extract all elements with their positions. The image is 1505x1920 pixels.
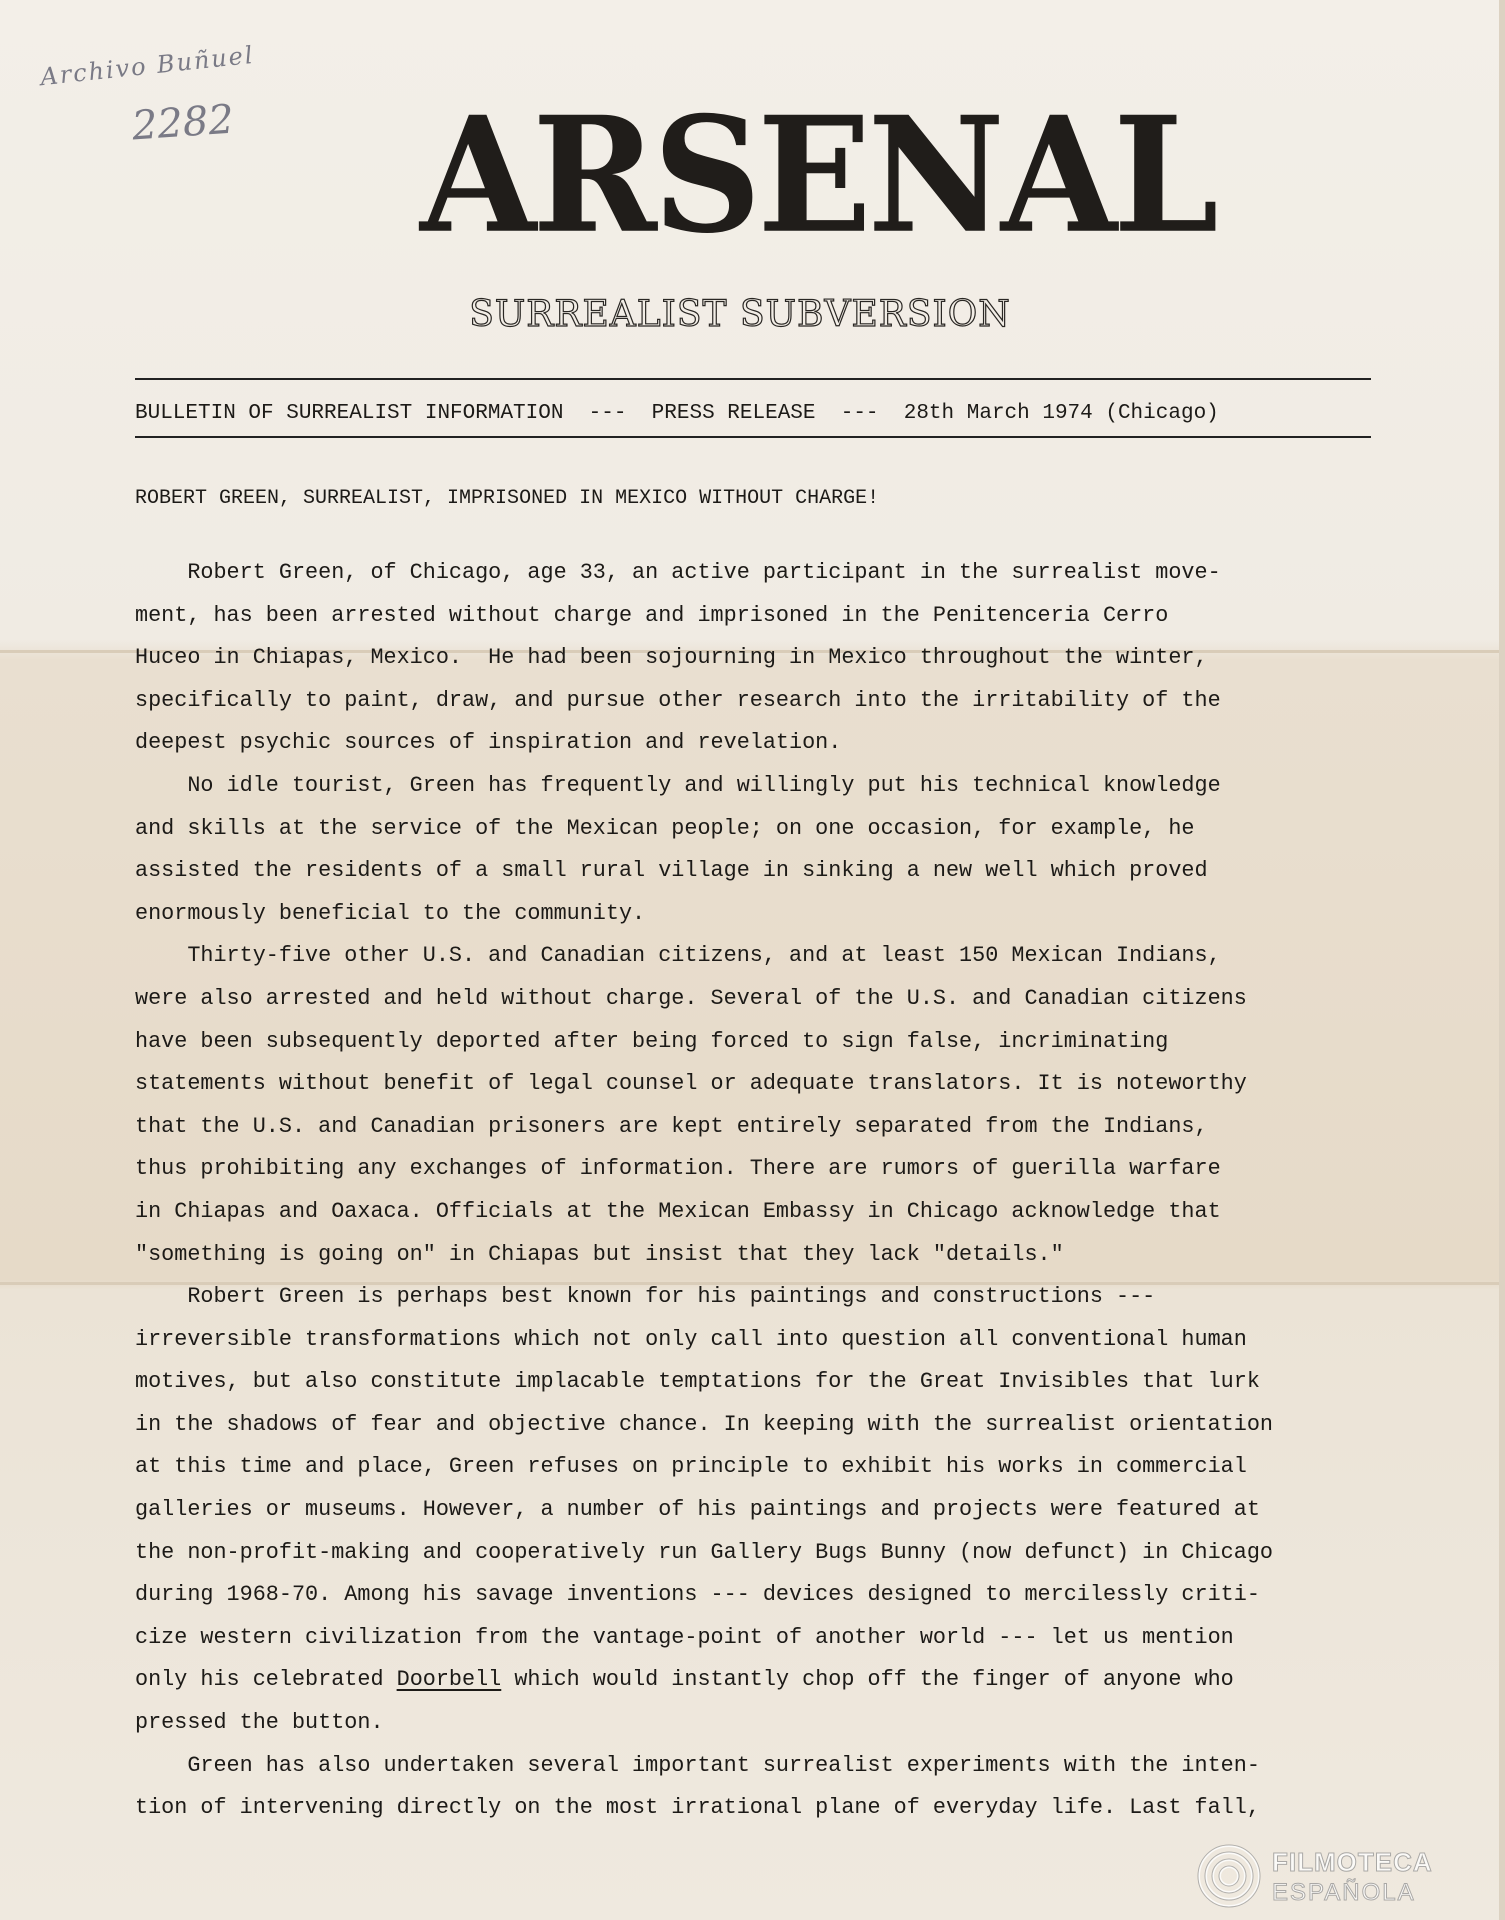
body-line: No idle tourist, Green has frequently and willingly put his technical knowledge (135, 772, 1221, 798)
body-line: cize western civilization from the vantage-point of another world --- let us mention (135, 1624, 1234, 1650)
masthead-title: ARSENAL (420, 82, 1215, 269)
body-line: thus prohibiting any exchanges of information. There are rumors of guerilla warfare (135, 1156, 1221, 1182)
handwritten-number: 2282 (130, 96, 236, 150)
body-line: Green has also undertaken several important surrealist experiments with the inten- (135, 1752, 1260, 1778)
body-line: Thirty-five other U.S. and Canadian citizens, and at least 150 Mexican Indians, (135, 943, 1221, 969)
doorbell-prefix: only his celebrated (135, 1667, 397, 1693)
watermark-line1: FILMOTECA (1272, 1847, 1433, 1877)
body-line: in Chiapas and Oaxaca. Officials at the Mexican Embassy in Chicago acknowledge that (135, 1198, 1221, 1224)
body-line: at this time and place, Green refuses on principle to exhibit his works in commercial (135, 1454, 1247, 1480)
body-line: irreversible transformations which not only call into question all conventional human (135, 1326, 1247, 1352)
body-line: Robert Green is perhaps best known for his paintings and constructions --- (135, 1284, 1156, 1310)
body-line: the non-profit-making and cooperatively run Gallery Bugs Bunny (now defunct) in Chicago (135, 1539, 1273, 1565)
body-line: Robert Green, of Chicago, age 33, an active participant in the surrealist move- (135, 560, 1221, 585)
handwritten-annotation (39, 40, 340, 150)
top-divider (135, 378, 1371, 380)
bottom-divider (135, 436, 1371, 438)
masthead-subtitle: SURREALIST SUBVERSION (469, 294, 1011, 335)
body-line: enormously beneficial to the community. (135, 900, 646, 926)
spiral-logo-icon (1196, 1843, 1262, 1909)
body-line: deepest psychic sources of inspiration and revelation. (135, 730, 842, 756)
body-line: "something is going on" in Chiapas but insist that they lack "details." (135, 1241, 1064, 1267)
body-line: have been subsequently deported after being forced to sign false, incriminating (135, 1028, 1169, 1054)
body-line: Huceo in Chiapas, Mexico. He had been sojourning in Mexico throughout the winter, (135, 645, 1208, 671)
filmoteca-watermark (1196, 1843, 1496, 1913)
body-line-doorbell (135, 1659, 1385, 1702)
body-line: pressed the button. (135, 1710, 384, 1736)
body-line: ment, has been arrested without charge and imprisoned in the Penitenceria Cerro (135, 602, 1169, 628)
bulletin-line: BULLETIN OF SURREALIST INFORMATION --- PRESS RELEASE --- 28th March 1974 (Chicago) (135, 402, 1219, 425)
body-line: were also arrested and held without charge. Several of the U.S. and Canadian citizens (135, 985, 1247, 1011)
body-line: tion of intervening directly on the most irrational plane of everyday life. Last fall, (135, 1795, 1260, 1821)
body-line: during 1968-70. Among his savage inventions --- devices designed to mercilessly criti- (135, 1582, 1260, 1608)
doorbell-suffix: which would instantly chop off the finger of anyone who (501, 1667, 1234, 1693)
paper-edge (1499, 0, 1505, 1920)
headline: ROBERT GREEN, SURREALIST, IMPRISONED IN MEXICO WITHOUT CHARGE! (135, 487, 880, 510)
article-body (135, 552, 1385, 1830)
watermark-line2: ESPAÑOLA (1272, 1879, 1416, 1906)
body-line: galleries or museums. However, a number of his paintings and projects were featured at (135, 1497, 1260, 1523)
body-line: specifically to paint, draw, and pursue other research into the irritability of the (135, 687, 1221, 713)
body-line: and skills at the service of the Mexican people; on one occasion, for example, he (135, 815, 1195, 841)
handwritten-archive-label: Archivo Buñuel (39, 40, 256, 92)
body-line: motives, but also constitute implacable temptations for the Great Invisibles that lurk (135, 1369, 1260, 1395)
body-line: statements without benefit of legal counsel or adequate translators. It is noteworthy (135, 1071, 1247, 1097)
body-line: assisted the residents of a small rural village in sinking a new well which proved (135, 858, 1208, 884)
doorbell-title: Doorbell (396, 1667, 502, 1693)
body-line: that the U.S. and Canadian prisoners are kept entirely separated from the Indians, (135, 1113, 1208, 1139)
body-line: in the shadows of fear and objective chance. In keeping with the surrealist orientation (135, 1411, 1273, 1437)
